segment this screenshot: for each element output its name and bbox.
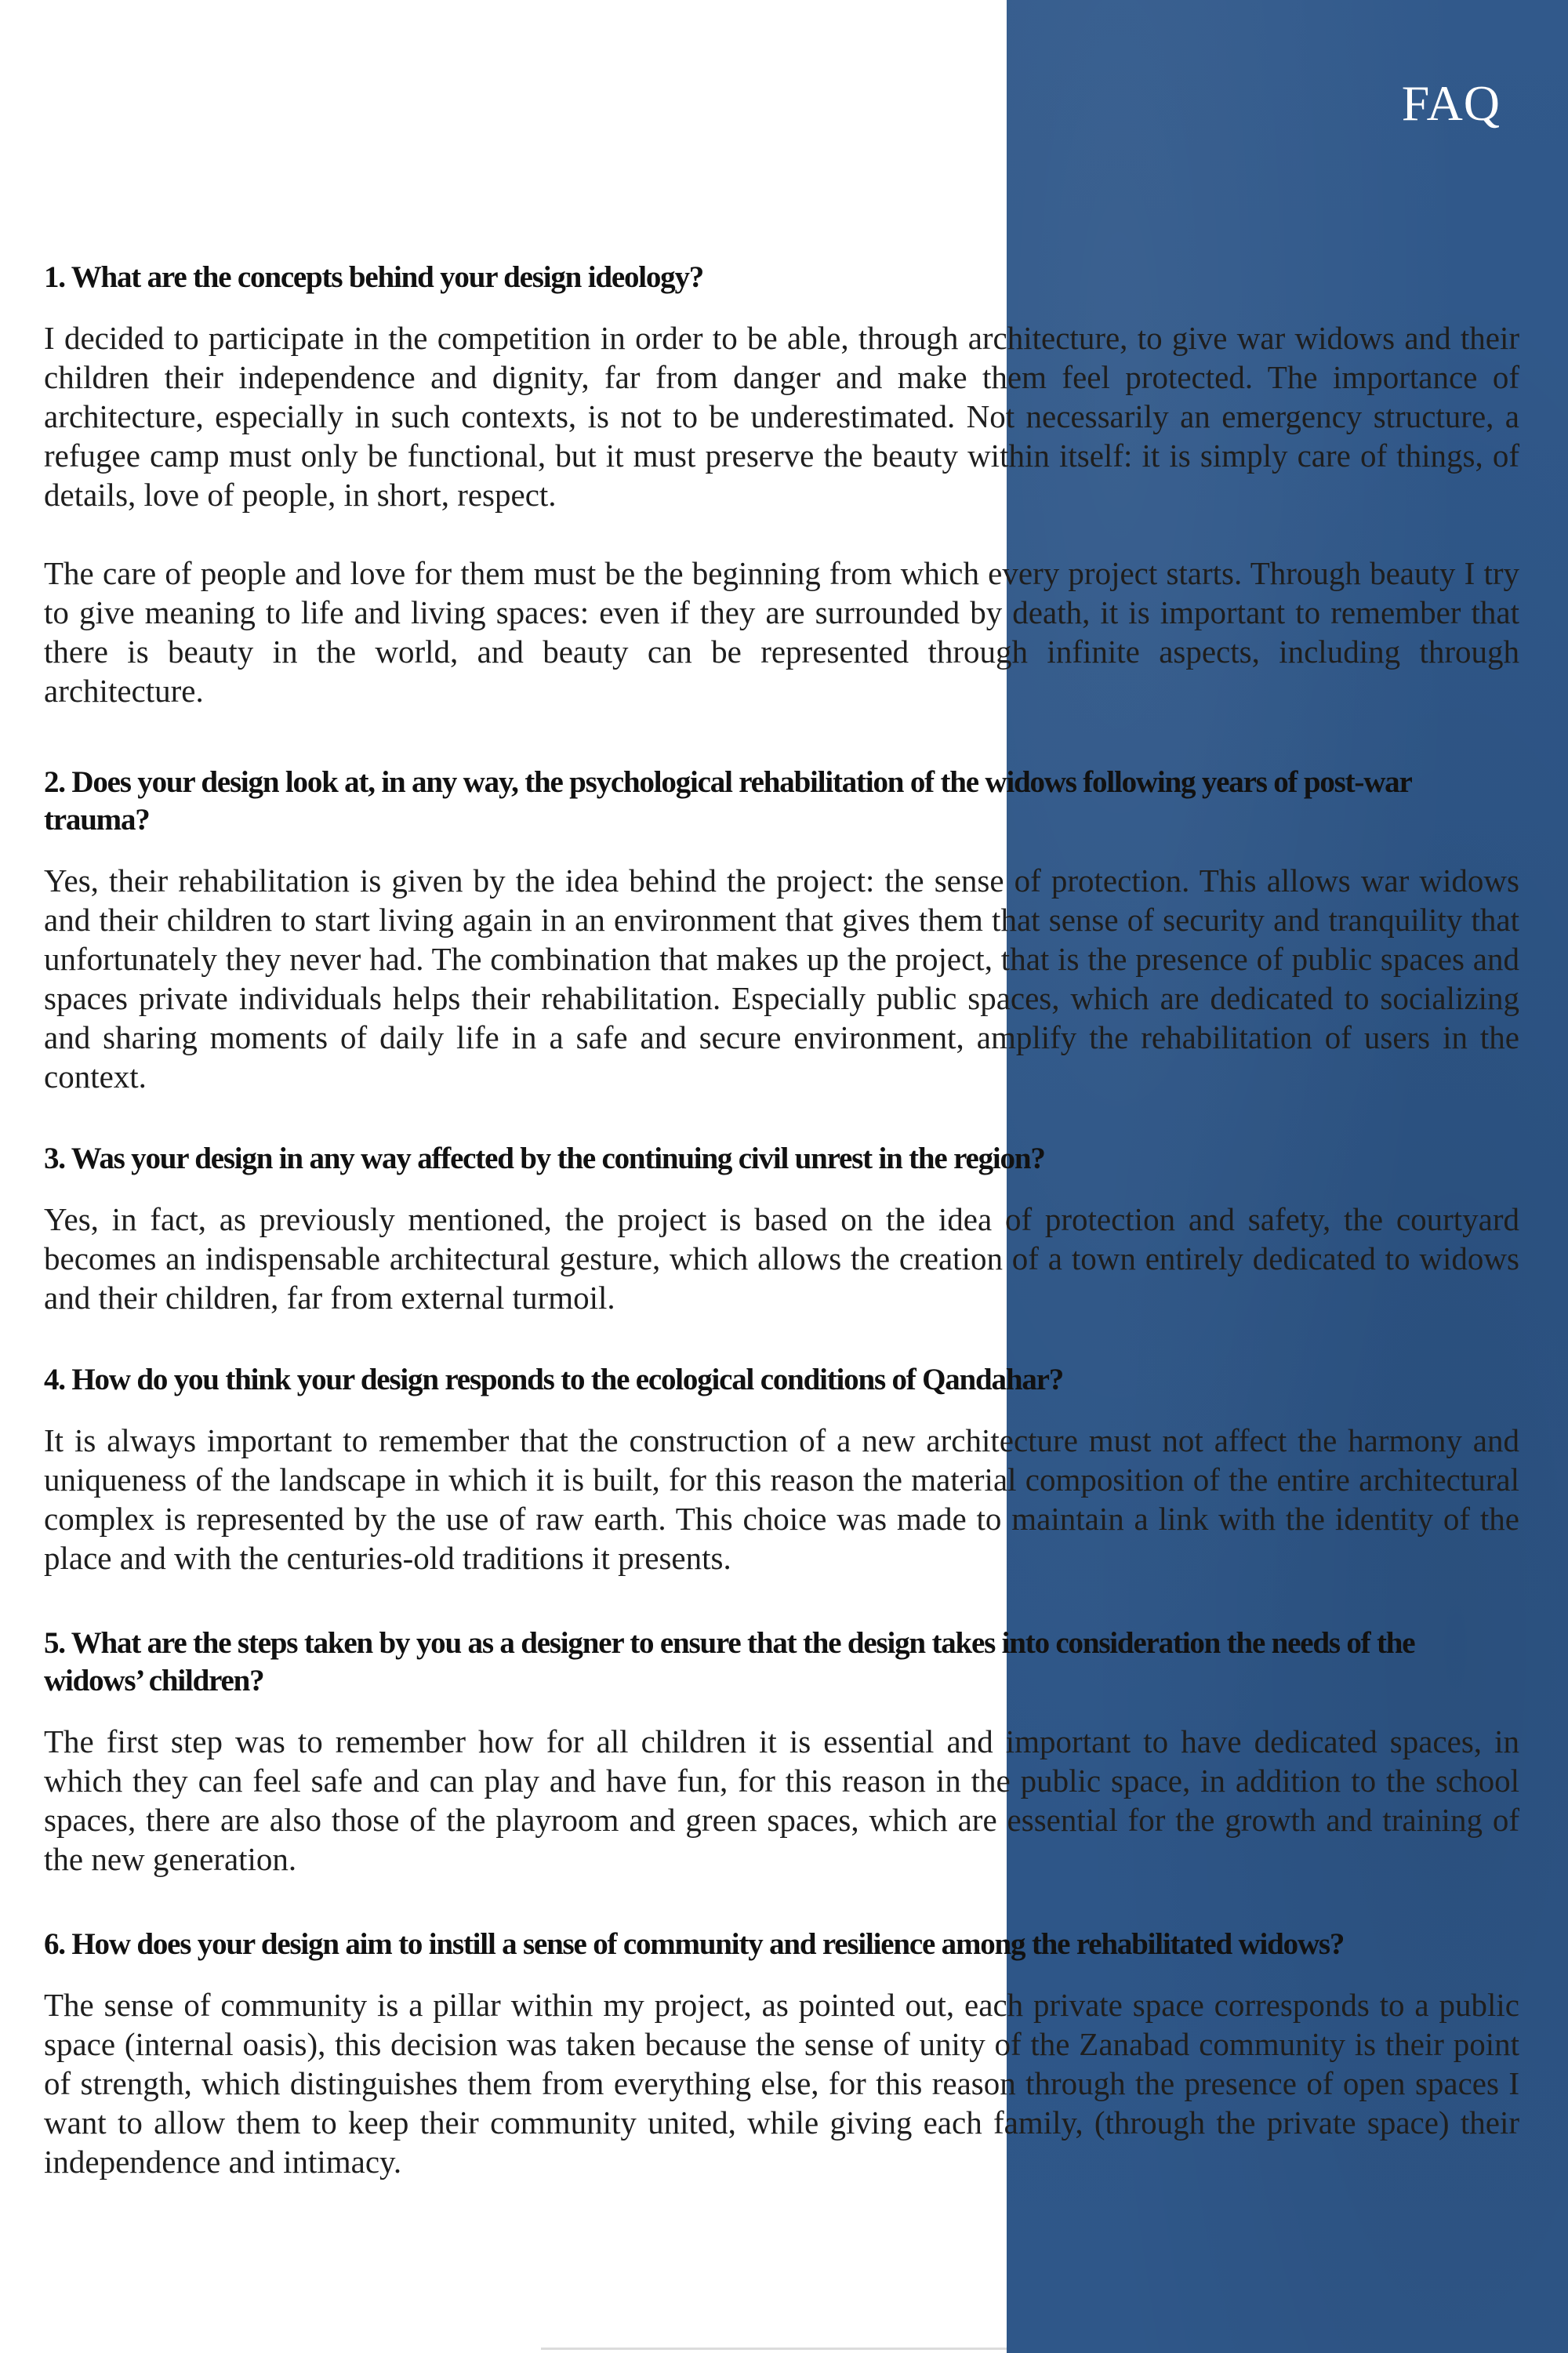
page-title: FAQ <box>1401 75 1501 131</box>
faq-item-5 <box>44 1625 1519 1879</box>
faq-item-1 <box>44 259 1519 710</box>
faq-question: 5. What are the steps taken by you as a designer to ensure that the design takes into consideration the needs of the widows’ children? <box>44 1626 1415 1698</box>
faq-content <box>44 259 1519 2181</box>
faq-item-3 <box>44 1140 1519 1317</box>
faq-item-4 <box>44 1361 1519 1578</box>
faq-question: 6. How does your design aim to instill a sense of community and resilience among the rehabilitated widows? <box>44 1927 1345 1961</box>
faq-answer: The first step was to remember how for all children it is essential and important to have dedicated spaces, in which they can feel safe and can play and have fun, for this reason in the public space, in addition to the school spaces, there are also those of the playroom and green spaces, which are essential for the growth and training of the new generation. <box>44 1723 1519 1877</box>
faq-item-6 <box>44 1926 1519 2181</box>
faq-question: 3. Was your design in any way affected by the continuing civil unrest in the region? <box>44 1142 1045 1175</box>
faq-answer: The sense of community is a pillar within my project, as pointed out, each private space corresponds to a public space (internal oasis), this decision was taken because the sense of unity of the Zanabad community is their point of strength, which distinguishes them from everything else, for this reason through the presence of open spaces I want to allow them to keep their community united, while giving each family, (through the private space) their independence and intimacy. <box>44 1987 1519 2180</box>
faq-answer: The care of people and love for them must be the beginning from which every project starts. Through beauty I try to give meaning to life and living spaces: even if they are surrounded by death, it is important to remember that there is beauty in the world, and beauty can be represented through infinite aspects, including through architecture. <box>44 555 1519 709</box>
faq-answer: I decided to participate in the competition in order to be able, through architecture, to give war widows and their children their independence and dignity, far from danger and make them feel protected. The importance of architecture, especially in such contexts, is not to be underestimated. Not necessarily an emergency structure, a refugee camp must only be functional, but it must preserve the beauty within itself: it is simply care of things, of details, love of people, in short, respect. <box>44 320 1519 513</box>
faq-item-2 <box>44 764 1519 1096</box>
faq-answer: It is always important to remember that the construction of a new architecture must not affect the harmony and uniqueness of the landscape in which it is built, for this reason the material composition of the entire architectural complex is represented by the use of raw earth. This choice was made to maintain a link with the identity of the place and with the centuries-old traditions it presents. <box>44 1422 1519 1576</box>
faq-question: 2. Does your design look at, in any way, the psychological rehabilitation of the widows following years of post-war trauma? <box>44 765 1411 837</box>
faq-question: 1. What are the concepts behind your design ideology? <box>44 260 704 294</box>
faq-question: 4. How do you think your design responds to the ecological conditions of Qandahar? <box>44 1363 1064 1396</box>
faq-answer: Yes, their rehabilitation is given by the idea behind the project: the sense of protection. This allows war widows and their children to start living again in an environment that gives them that sense of security and tranquility that unfortunately they never had. The combination that makes up the project, that is the presence of public spaces and spaces private individuals helps their rehabilitation. Especially public spaces, which are dedicated to socializing and sharing moments of daily life in a safe and secure environment, amplify the rehabilitation of users in the context. <box>44 862 1519 1095</box>
faq-answer: Yes, in fact, as previously mentioned, the project is based on the idea of protection and safety, the courtyard becomes an indispensable architectural gesture, which allows the creation of a town entirely dedicated to widows and their children, far from external turmoil. <box>44 1201 1519 1316</box>
footer-divider <box>541 2348 1007 2350</box>
